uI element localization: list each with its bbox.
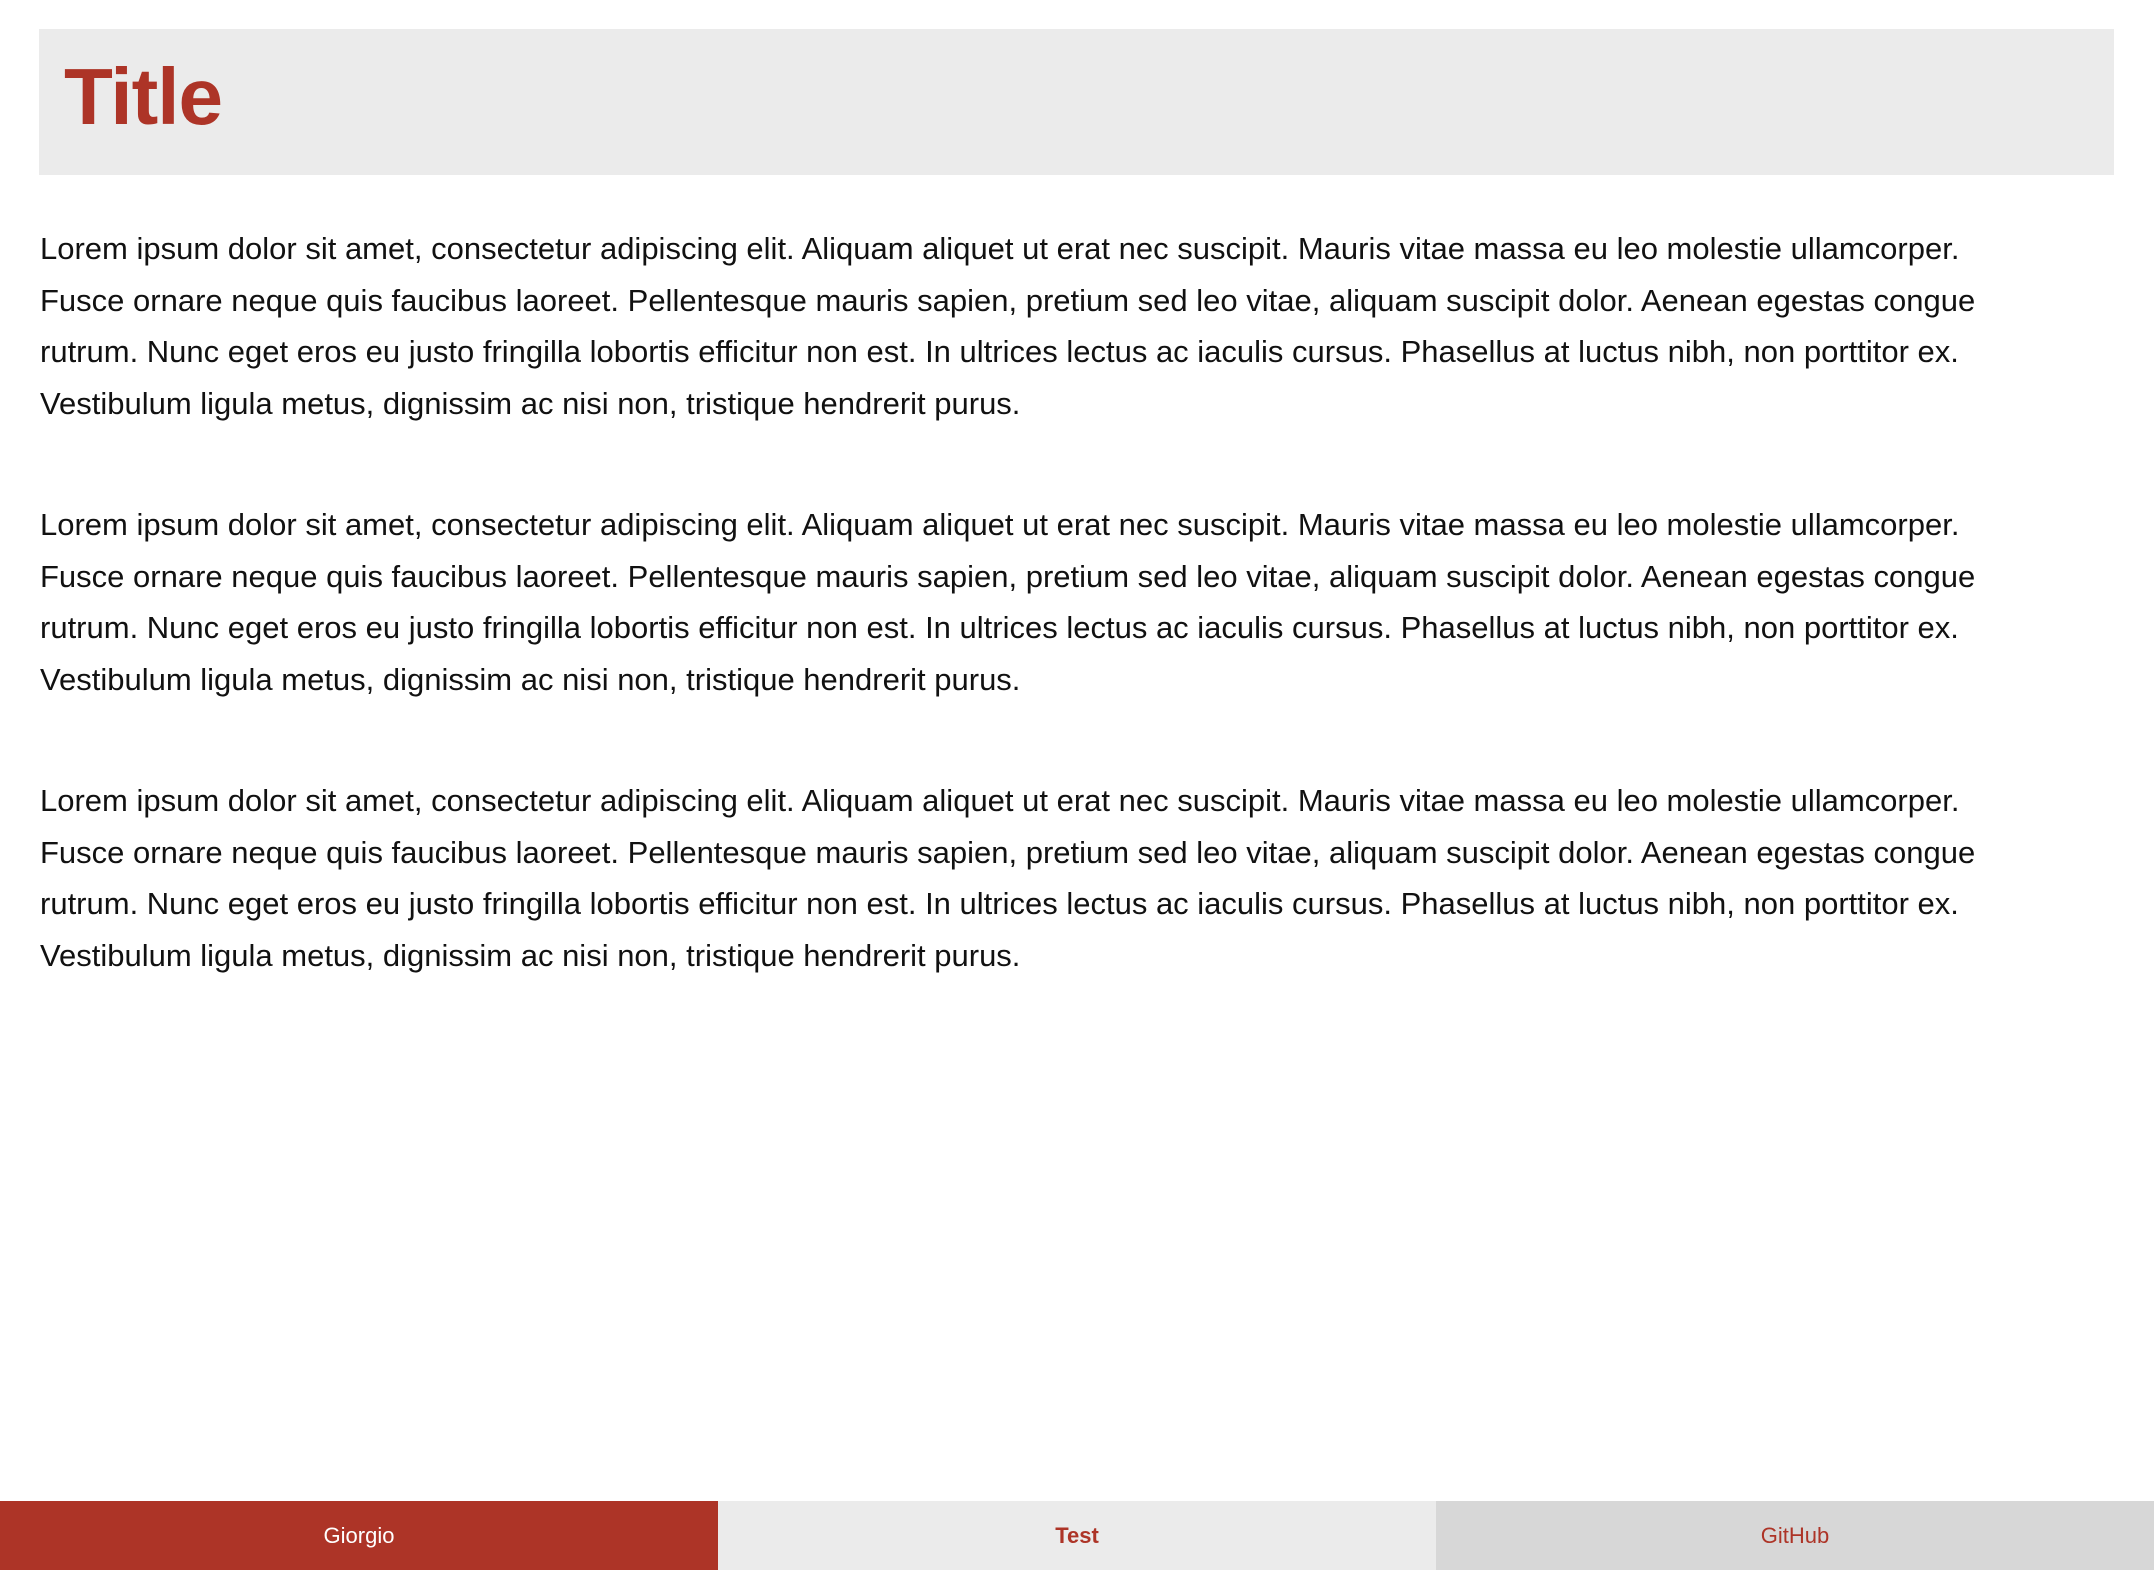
paragraph-line: Fusce ornare neque quis faucibus laoreet. Pellentesque mauris sapien, pretium sed leo vitae, aliquam suscipit dolor. Aenean egestas congue xyxy=(40,558,1976,594)
paragraph-1 xyxy=(40,223,2120,429)
footer-nav xyxy=(0,1501,2154,1570)
paragraph-line: Fusce ornare neque quis faucibus laoreet. Pellentesque mauris sapien, pretium sed leo vitae, aliquam suscipit dolor. Aenean egestas congue xyxy=(40,282,1976,318)
header xyxy=(39,29,2114,175)
paragraph-line: Lorem ipsum dolor sit amet, consectetur adipiscing elit. Aliquam aliquet ut erat nec suscipit. Mauris vitae massa eu leo molestie ullamcorper. xyxy=(40,231,1960,266)
paragraph-line: rutrum. Nunc eget eros eu justo fringilla lobortis efficitur non est. In ultrices lectus ac iaculis cursus. Phasellus at luctus nibh, non porttitor ex. xyxy=(40,610,1959,645)
paragraph-line: rutrum. Nunc eget eros eu justo fringilla lobortis efficitur non est. In ultrices lectus ac iaculis cursus. Phasellus at luctus nibh, non porttitor ex. xyxy=(40,886,1959,921)
page-title: Title xyxy=(64,52,223,141)
paragraph-line: Vestibulum ligula metus, dignissim ac nisi non, tristique hendrerit purus. xyxy=(40,385,1021,421)
paragraph-line: Lorem ipsum dolor sit amet, consectetur adipiscing elit. Aliquam aliquet ut erat nec suscipit. Mauris vitae massa eu leo molestie ullamcorper. xyxy=(40,783,1960,818)
paragraph-line: Fusce ornare neque quis faucibus laoreet. Pellentesque mauris sapien, pretium sed leo vitae, aliquam suscipit dolor. Aenean egestas congue xyxy=(40,834,1976,870)
footer-link-test[interactable]: Test xyxy=(718,1501,1436,1570)
paragraph-2 xyxy=(40,499,2120,705)
footer-link-github[interactable]: GitHub xyxy=(1436,1501,2154,1570)
paragraph-line: Lorem ipsum dolor sit amet, consectetur adipiscing elit. Aliquam aliquet ut erat nec suscipit. Mauris vitae massa eu leo molestie ullamcorper. xyxy=(40,507,1960,542)
main-content xyxy=(40,223,2120,1051)
footer-link-giorgio[interactable]: Giorgio xyxy=(0,1501,718,1570)
paragraph-line: Vestibulum ligula metus, dignissim ac nisi non, tristique hendrerit purus. xyxy=(40,661,1021,697)
paragraph-3 xyxy=(40,775,2120,981)
paragraph-line: rutrum. Nunc eget eros eu justo fringilla lobortis efficitur non est. In ultrices lectus ac iaculis cursus. Phasellus at luctus nibh, non porttitor ex. xyxy=(40,334,1959,369)
paragraph-line: Vestibulum ligula metus, dignissim ac nisi non, tristique hendrerit purus. xyxy=(40,937,1021,973)
